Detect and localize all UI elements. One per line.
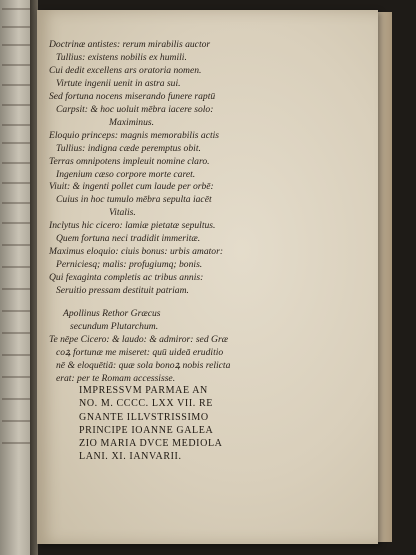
verse-line: Perniciesq; malis: profugiumq; bonis. <box>56 259 203 271</box>
verse-line: Maximinus. <box>109 116 155 128</box>
prose-line: erat: per te Romam accessisse. <box>56 372 176 384</box>
colophon <box>79 384 279 464</box>
facing-page-text-trace <box>2 124 30 126</box>
facing-page-text-trace <box>2 202 30 204</box>
facing-page-text-trace <box>2 44 30 46</box>
verse-line: Seruitio pressam destituit patriam. <box>56 285 189 297</box>
facing-page-text-trace <box>2 332 30 334</box>
verse-line: Viuit: & ingenti pollet cum laude per orbē: <box>49 181 214 193</box>
epitaph-verses <box>49 39 279 298</box>
verse-line: Inclytus hic cicero: lamiæ pietatæ sepultus. <box>49 220 216 232</box>
verse-line: Maximus eloquio: ciuis bonus: urbis amator: <box>49 246 224 258</box>
colophon-line: LANI. XI. IANVARII. <box>79 451 182 463</box>
facing-page-text-trace <box>2 8 30 10</box>
prose-line: coꝝ fortunæ me miseret: quū uideā eruditio <box>56 346 224 358</box>
verse-line: Eloquio princeps: magnis memorabilis actis <box>49 129 220 141</box>
facing-page-text-trace <box>2 442 30 444</box>
verse-line: Terras omnipotens impleuit nomine claro. <box>49 155 210 167</box>
facing-page-text-trace <box>2 64 30 66</box>
verse-line: Cui dedit excellens ars oratoria nomen. <box>49 64 202 76</box>
heading-line: Apollinus Rethor Græcus <box>63 308 161 320</box>
verse-line: Carpsit: & hoc uoluit mēbra iacere solo: <box>56 103 214 115</box>
facing-page-text-trace <box>2 266 30 268</box>
colophon-line: PRINCIPE IOANNE GALEA <box>79 424 214 436</box>
verse-line: Sed fortuna nocens miserando funere raptū <box>49 90 216 102</box>
facing-page-text-trace <box>2 142 30 144</box>
facing-page-edge <box>0 0 34 555</box>
facing-page-text-trace <box>2 84 30 86</box>
verse-line: Qui fexaginta completis ac tribus annis: <box>49 272 204 284</box>
facing-page-text-trace <box>2 288 30 290</box>
prose-line: nē & eloquētiā: quæ sola bonoꝝ nobis relicta <box>56 359 231 371</box>
colophon-line: NO. M. CCCC. LXX VII. RE <box>79 398 213 410</box>
verse-line: Tullius: existens nobilis ex humili. <box>56 51 187 63</box>
verse-line: Cuius in hoc tumulo mēbra sepulta iacēt <box>56 194 212 206</box>
page-text <box>49 39 279 386</box>
colophon-line: IMPRESSVM PARMAE AN <box>79 385 208 396</box>
verse-line: Doctrinæ antistes: rerum mirabilis auctor <box>49 39 211 50</box>
colophon-line: GNANTE ILLVSTRISSIMO <box>79 411 209 423</box>
facing-page-text-trace <box>2 420 30 422</box>
verse-line: Vitalis. <box>109 207 136 219</box>
facing-page-text-trace <box>2 310 30 312</box>
section-heading <box>49 308 279 334</box>
facing-page-text-trace <box>2 104 30 106</box>
facing-page-text-trace <box>2 26 30 28</box>
facing-page-text-trace <box>2 398 30 400</box>
facing-page-text-trace <box>2 244 30 246</box>
facing-page-text-trace <box>2 376 30 378</box>
verse-line: Tullius: indigna cæde peremptus obit. <box>56 142 201 154</box>
heading-line: secundum Plutarchum. <box>70 321 159 333</box>
facing-page-text-trace <box>2 222 30 224</box>
verse-line: Quem fortuna neci tradidit immeritæ. <box>56 233 201 245</box>
prose-passage <box>49 334 279 386</box>
facing-page-text-trace <box>2 354 30 356</box>
verse-line: Ingenium cæso corpore morte caret. <box>56 168 196 180</box>
facing-page-text-trace <box>2 182 30 184</box>
verse-line: Virtute ingenii uenit in astra sui. <box>56 77 181 89</box>
prose-line: Te nēpe Cicero: & laudo: & admiror: sed Græ <box>49 333 229 345</box>
colophon-line: ZIO MARIA DVCE MEDIOLA <box>79 438 223 450</box>
facing-page-text-trace <box>2 162 30 164</box>
